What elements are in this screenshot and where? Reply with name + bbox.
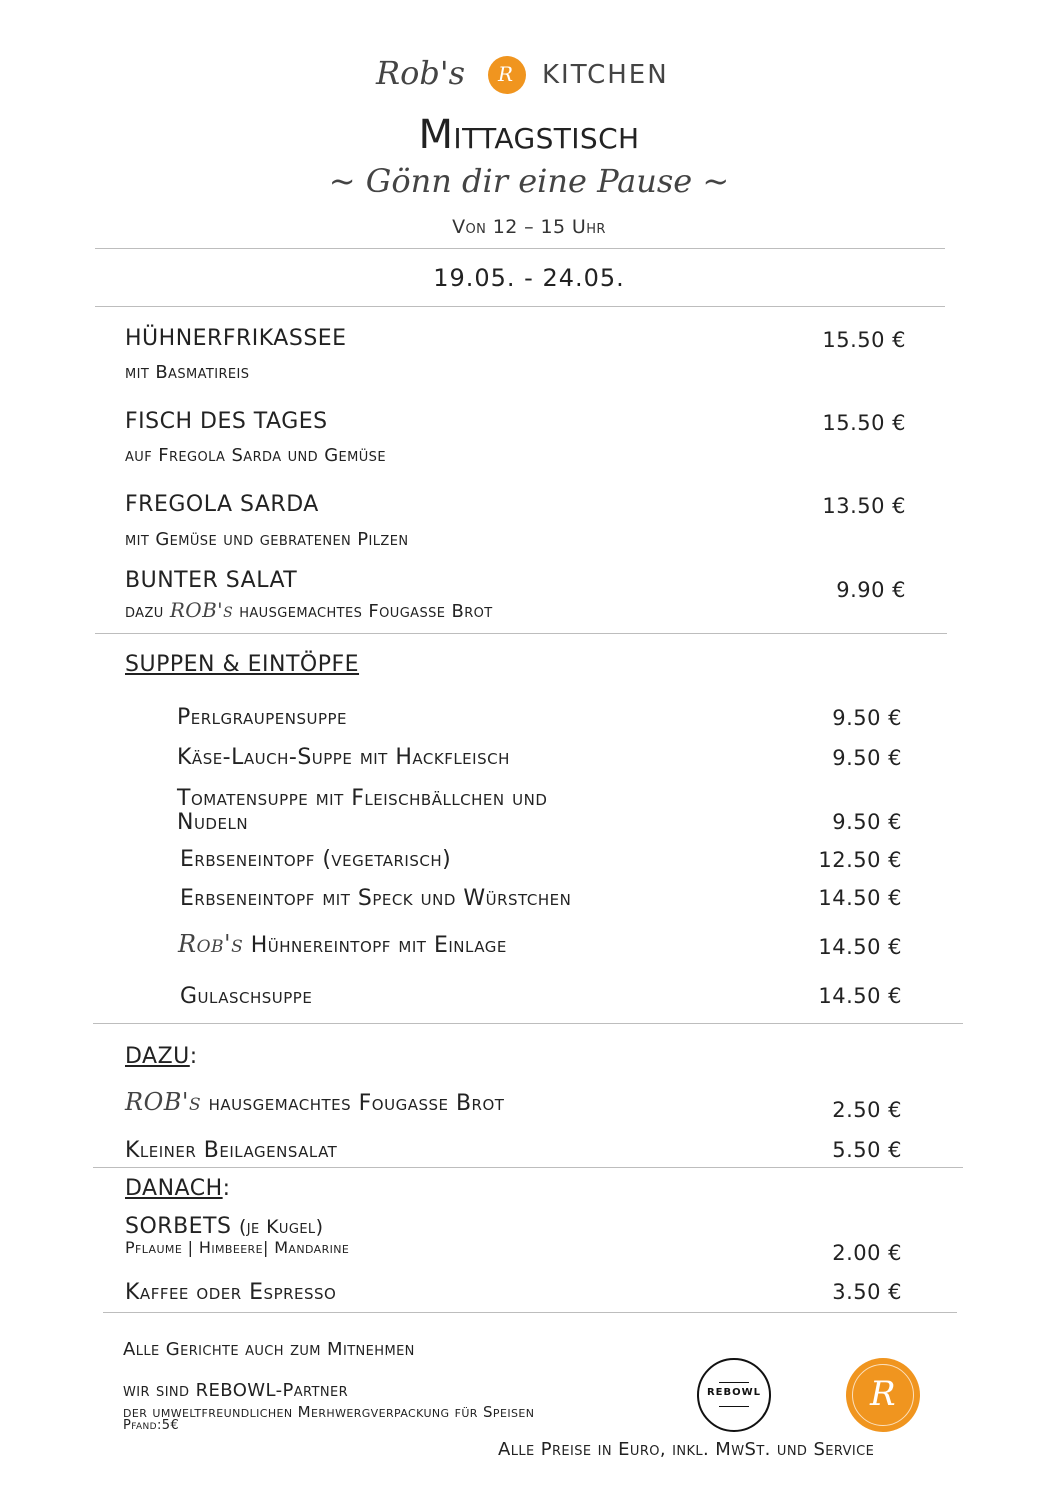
dish-price: 13.50 € [822,494,906,518]
hours: Von 12 – 15 Uhr [452,216,606,238]
prices-note: Alle Preise in Euro, inkl. MwSt. und Service [498,1439,875,1460]
brand-script: Rob's [376,54,466,92]
dish-price: 3.50 € [832,1280,902,1304]
dish-name: Erbseneintopf (vegetarisch) [180,847,452,872]
brand-script-inline: ROB's [169,598,234,622]
brand-emblem-icon: R [488,56,526,94]
kitchen-emblem-icon: R [846,1358,920,1432]
dish-price: 14.50 € [818,886,902,910]
dish-name: Perlgraupensuppe [177,705,348,730]
page-title: Mittagstisch [418,112,640,158]
divider [95,306,945,307]
date-range: 19.05. - 24.05. [433,264,625,292]
brand-logo [376,52,706,102]
rebowl-desc: der umweltfreundlichen Merhwergverpackung für Speisen [123,1403,535,1421]
section-heading: DAZU: [125,1044,198,1069]
dish-name: Kleiner Beilagensalat [125,1138,338,1163]
dish-name: FREGOLA SARDA [125,492,319,517]
dish-name: Nudeln [177,810,249,835]
dish-desc: Pflaume | Himbeere| Mandarine [125,1238,350,1257]
dish-name: Tomatensuppe mit Fleischbällchen und [177,786,548,811]
brand-script-inline: ROB's [125,1088,202,1116]
rebowl-logo [697,1358,771,1432]
dish-price: 2.00 € [832,1241,902,1265]
brand-script-inline: Rob's [178,930,244,958]
dish-name: Erbseneintopf mit Speck und Würstchen [180,886,572,911]
takeaway-note: Alle Gerichte auch zum Mitnehmen [123,1339,415,1360]
dish-name: Gulaschsuppe [180,984,313,1009]
dish-name: BUNTER SALAT [125,568,298,593]
dish-price: 12.50 € [818,848,902,872]
dish-price: 15.50 € [822,411,906,435]
divider [95,248,945,249]
dish-price: 9.50 € [832,706,902,730]
divider [95,633,947,634]
dish-desc: dazu ROB's hausgemachtes Fougasse Brot [125,598,493,622]
dish-price: 2.50 € [832,1098,902,1122]
dish-desc: mit Basmatireis [125,362,250,383]
section-heading: DANACH: [125,1176,231,1201]
rebowl-logo-text: REBOWL [706,1387,762,1398]
tagline: ~ Gönn dir eine Pause ~ [328,162,730,200]
dish-desc: mit Gemüse und gebratenen Pilzen [125,529,409,550]
dish-name: Käse-Lauch-Suppe mit Hackfleisch [177,745,510,770]
dish-price: 9.50 € [832,810,902,834]
brand-word: KITCHEN [542,60,669,90]
dish-price: 14.50 € [818,935,902,959]
divider [93,1023,963,1024]
dish-name: HÜHNERFRIKASSEE [125,326,347,351]
dish-name: Rob's Hühnereintopf mit Einlage [178,930,507,958]
divider [103,1312,957,1313]
deposit-note: Pfand:5€ [123,1418,180,1433]
dish-price: 9.50 € [832,746,902,770]
rebowl-line: wir sind REBOWL-Partner [123,1380,349,1401]
section-heading: SUPPEN & EINTÖPFE [125,652,360,677]
dish-price: 15.50 € [822,328,906,352]
dish-desc: auf Fregola Sarda und Gemüse [125,445,386,466]
dish-name: SORBETS (je Kugel) [125,1214,324,1239]
divider [93,1167,963,1168]
dish-name: Kaffee oder Espresso [125,1280,337,1305]
dish-name: FISCH DES TAGES [125,409,328,434]
dish-price: 14.50 € [818,984,902,1008]
dish-name: ROB's hausgemachtes Fougasse Brot [125,1088,505,1116]
dish-price: 5.50 € [832,1138,902,1162]
dish-price: 9.90 € [836,578,906,602]
